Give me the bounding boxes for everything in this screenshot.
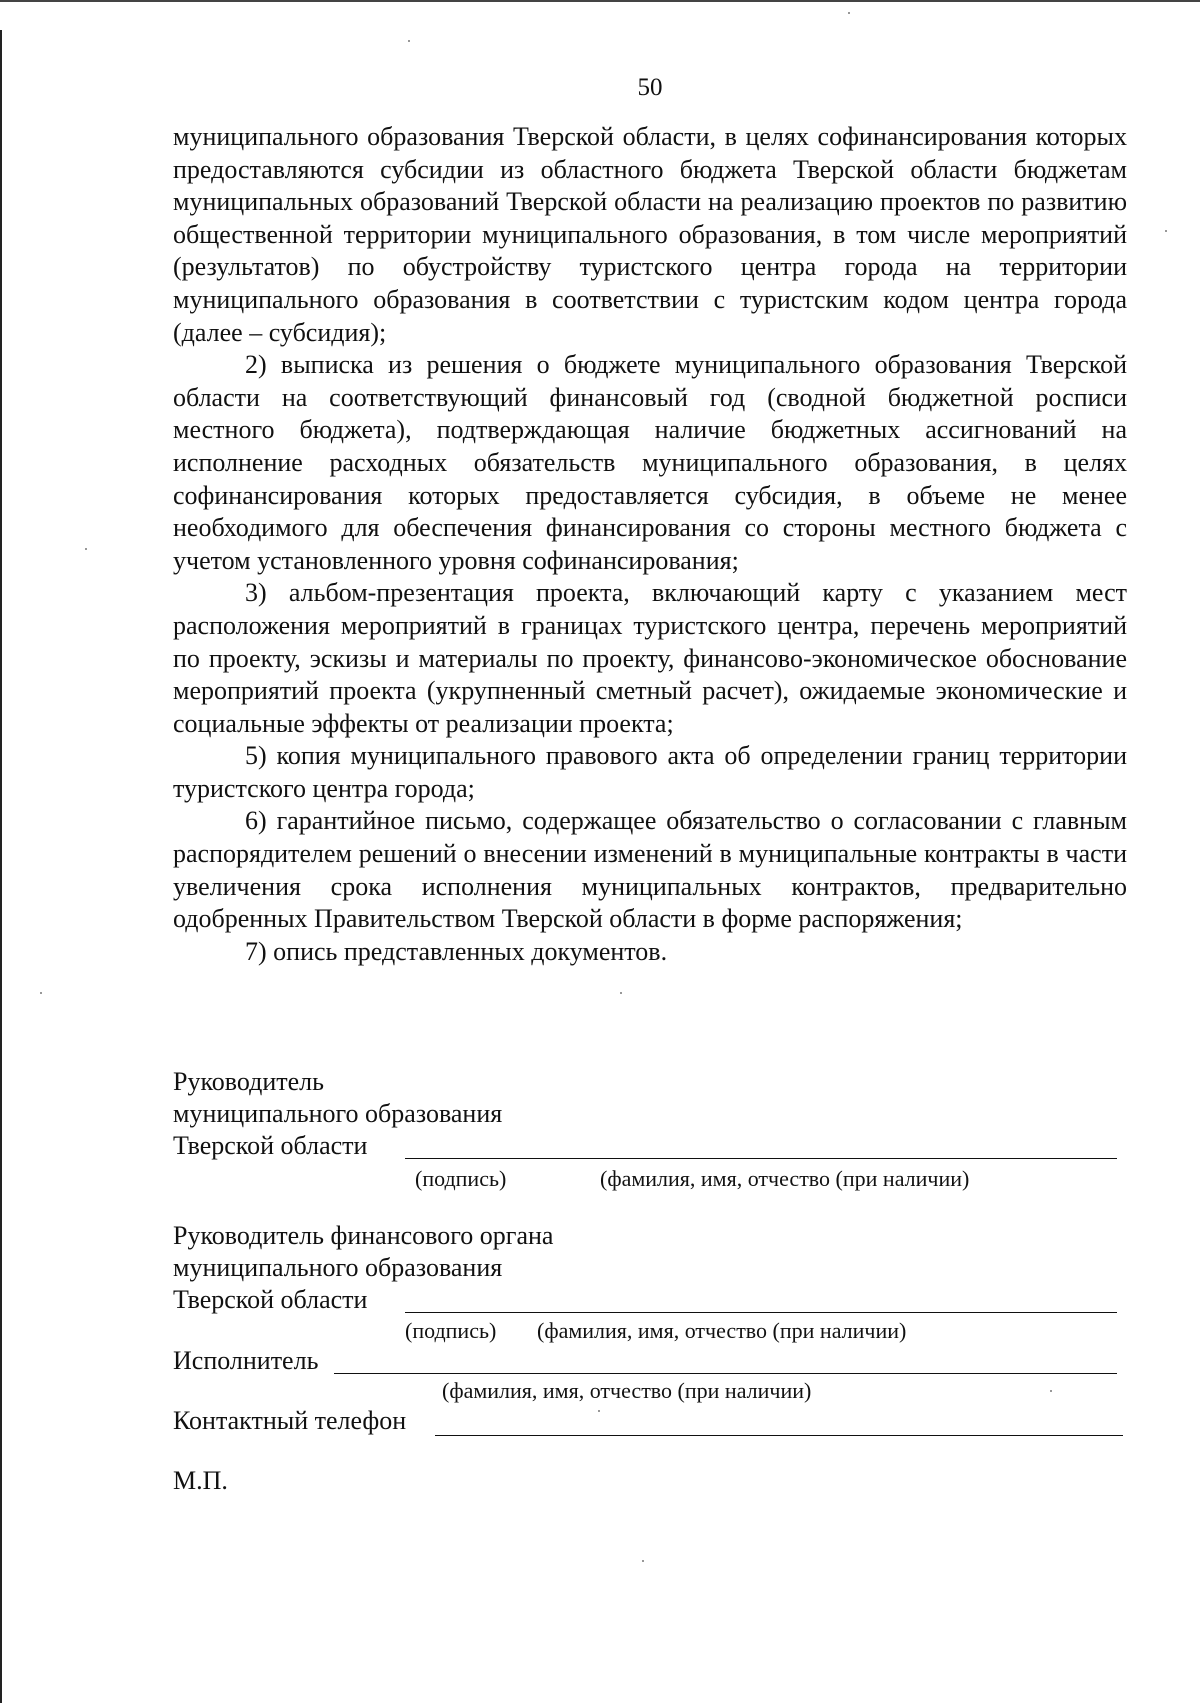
finance-head-name-caption: (фамилия, имя, отчество (при наличии) <box>537 1318 907 1343</box>
finance-head-signature-caption: (подпись) <box>405 1318 497 1343</box>
scan-speck <box>1165 230 1167 232</box>
paragraph-item-7: 7) опись представленных документов. <box>245 936 668 966</box>
head-title-line1: Руководитель <box>173 1067 324 1096</box>
head-title-line3: Тверской области <box>173 1131 368 1160</box>
scan-edge-top <box>0 0 1200 2</box>
scan-speck <box>1050 1390 1052 1392</box>
stamp-place-label: М.П. <box>173 1466 228 1495</box>
contact-phone-line <box>435 1435 1123 1436</box>
head-signature-line <box>405 1158 1117 1159</box>
page-number: 50 <box>637 74 663 101</box>
scan-edge-left <box>0 30 2 1703</box>
executor-line <box>334 1373 1117 1374</box>
scan-speck <box>85 548 87 550</box>
paragraph-item-3: 3) альбом-презентация проекта, включающий карту с указанием мест расположения мероприятий в границах туристского центра, перечень мероприятий по проекту, эскизы и материалы по проекту, финансово-экономическое обоснование мероприятий проекта (укрупненный сметный расчет), ожидаемые экономические и социальные эффекты от реализации проекта; <box>173 578 1127 738</box>
scan-speck <box>598 1410 600 1412</box>
head-signature-caption: (подпись) <box>415 1166 507 1191</box>
paragraph-item-6: 6) гарантийное письмо, содержащее обязательство о согласовании с главным распорядителем решений о внесении изменений в муниципальные контракты в части увеличения срока исполнения муниципальных контрактов, предварительно одобренных Правительством Тверской области в форме распоряжения; <box>173 806 1127 934</box>
executor-label: Исполнитель <box>173 1346 319 1375</box>
finance-head-title-line2: муниципального образования <box>173 1253 503 1282</box>
executor-name-caption: (фамилия, имя, отчество (при наличии) <box>442 1378 812 1403</box>
head-title-line2: муниципального образования <box>173 1099 503 1128</box>
finance-head-title-line1: Руководитель финансового органа <box>173 1221 554 1250</box>
scan-speck <box>408 40 410 42</box>
scan-speck <box>40 992 42 994</box>
document-body <box>173 121 1127 968</box>
scan-speck <box>642 1560 644 1562</box>
head-name-caption: (фамилия, имя, отчество (при наличии) <box>600 1166 970 1191</box>
finance-head-title-line3: Тверской области <box>173 1285 368 1314</box>
paragraph-continuation: муниципального образования Тверской области, в целях софинансирования которых предоставляются субсидии из областного бюджета Тверской области бюджетам муниципальных образований Тверской области на реализацию проектов по развитию общественной территории муниципального образования, в том числе мероприятий (результатов) по обустройству туристского центра города на территории муниципального образования в соответствии с туристским кодом центра города (далее – субсидия); <box>173 122 1127 347</box>
paragraph-item-2: 2) выписка из решения о бюджете муниципального образования Тверской области на соответствующий финансовый год (сводной бюджетной росписи местного бюджета), подтверждающая наличие бюджетных ассигнований на исполнение расходных обязательств муниципального образования, в целях софинансирования которых предоставляется субсидия, в объеме не менее необходимого для обеспечения финансирования со стороны местного бюджета с учетом установленного уровня софинансирования; <box>173 350 1127 575</box>
contact-phone-label: Контактный телефон <box>173 1406 407 1435</box>
scan-speck <box>848 12 850 14</box>
finance-head-signature-line <box>405 1312 1117 1313</box>
paragraph-item-5: 5) копия муниципального правового акта об определении границ территории туристского центра города; <box>173 741 1127 803</box>
scan-speck <box>620 992 622 994</box>
